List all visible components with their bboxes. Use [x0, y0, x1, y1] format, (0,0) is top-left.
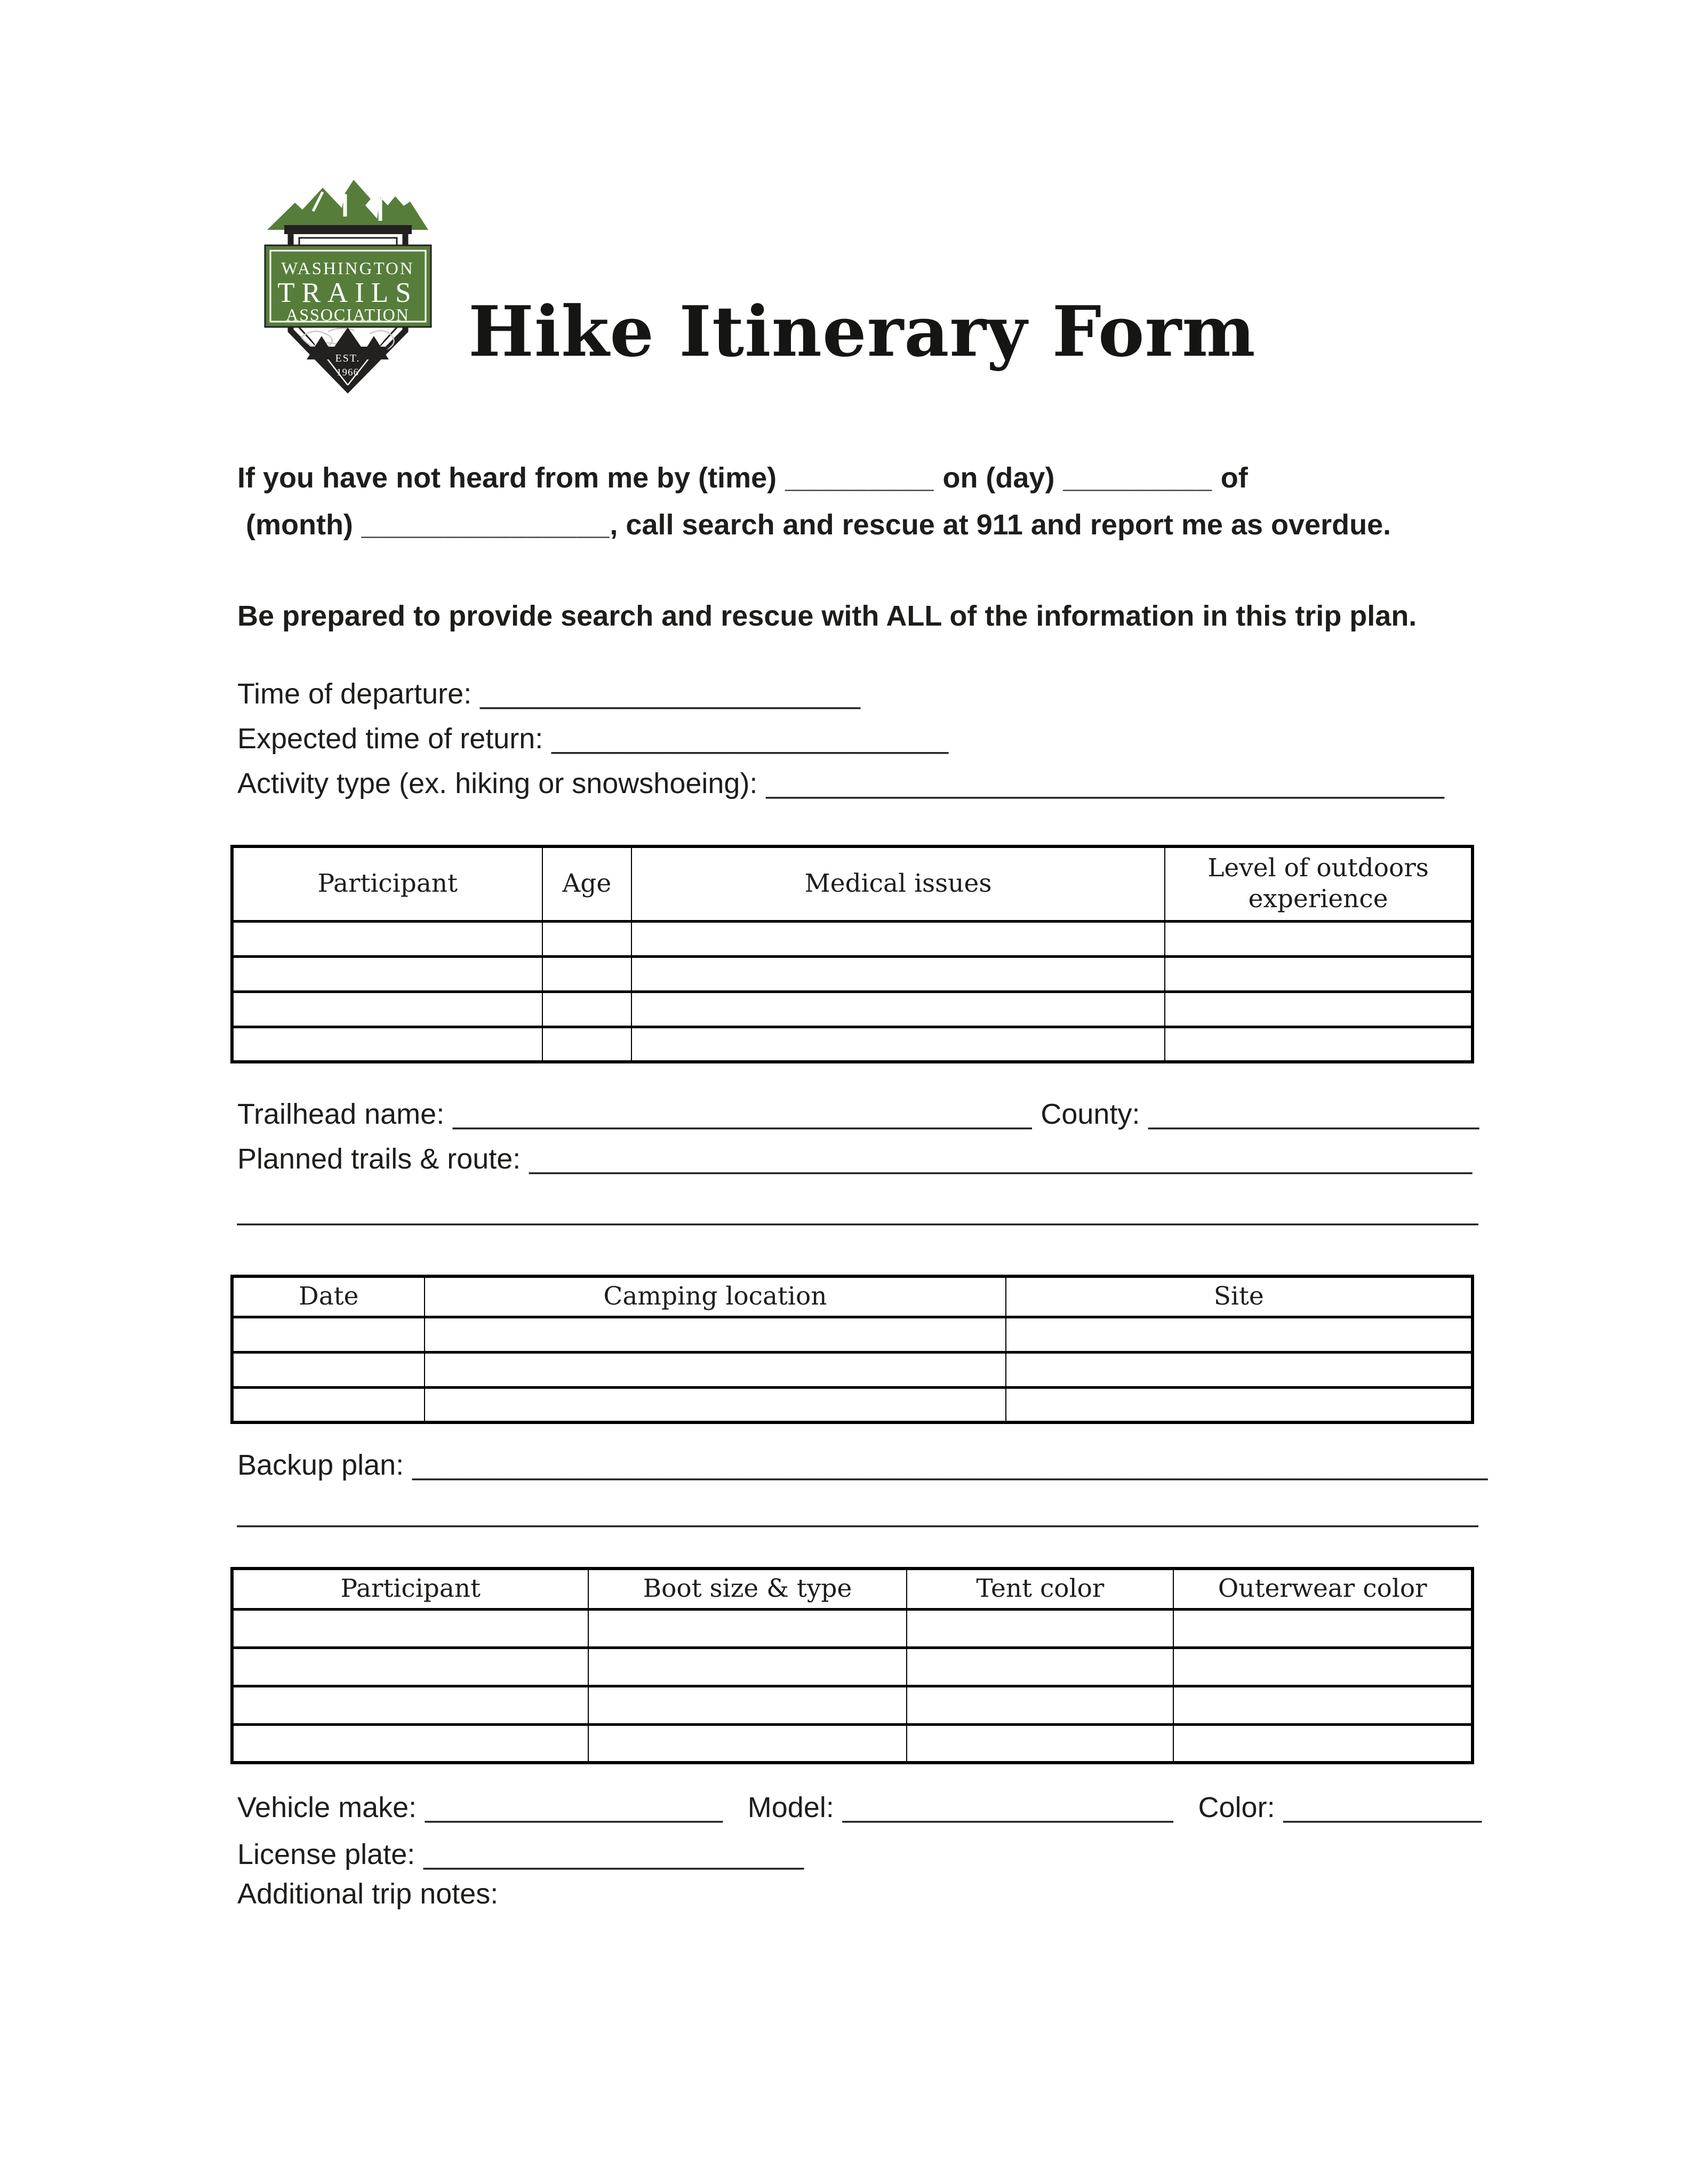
logo-mountains-icon [267, 180, 428, 230]
intro-line1-pre: If you have not heard from me by (time) [237, 462, 777, 494]
camping-col-site: Site [1006, 1276, 1473, 1317]
table-cell[interactable] [907, 1724, 1173, 1763]
gear-col-boot: Boot size & type [588, 1569, 907, 1609]
table-cell[interactable] [1006, 1317, 1473, 1352]
logo-org-line3: ASSOCIATION [286, 305, 410, 324]
table-cell[interactable] [542, 991, 631, 1027]
table-cell[interactable] [1173, 1724, 1473, 1763]
logo-org-name [265, 245, 431, 327]
activity-label: Activity type (ex. hiking or snowshoeing): [237, 767, 758, 799]
logo-est-label: EST. [335, 353, 361, 364]
table-row [232, 921, 1473, 956]
table-row [232, 1686, 1473, 1724]
camping-header-row [232, 1276, 1473, 1317]
participants-table [230, 845, 1474, 1063]
planned-route-label: Planned trails & route: [237, 1143, 521, 1175]
table-cell[interactable] [588, 1647, 907, 1686]
intro-line2-pre: (month) [246, 509, 353, 541]
gear-col-participant: Participant [232, 1569, 588, 1609]
intro-line-1 [237, 454, 1391, 501]
gear-col-tent: Tent color [907, 1569, 1173, 1609]
table-cell[interactable] [907, 1609, 1173, 1647]
table-cell[interactable] [425, 1317, 1006, 1352]
license-field-line [237, 1840, 804, 1869]
table-row [232, 1609, 1473, 1647]
table-row [232, 1027, 1473, 1062]
table-cell[interactable] [631, 956, 1165, 991]
activity-blank[interactable]: _________________________________________ [766, 767, 1445, 799]
table-cell[interactable] [588, 1686, 907, 1724]
day-blank[interactable]: _________ [1063, 462, 1212, 494]
table-cell[interactable] [1173, 1686, 1473, 1724]
table-cell[interactable] [232, 1686, 588, 1724]
logo-org-line1: WASHINGTON [281, 259, 414, 278]
gear-col-outerwear: Outerwear color [1173, 1569, 1473, 1609]
table-cell[interactable] [631, 1027, 1165, 1062]
return-field-line [237, 724, 949, 753]
table-row [232, 1387, 1473, 1422]
logo-year-label: 1966 [337, 367, 359, 378]
license-label: License plate: [237, 1838, 415, 1870]
trailhead-label: Trailhead name: [237, 1098, 445, 1130]
table-row [232, 1352, 1473, 1387]
return-label: Expected time of return: [237, 723, 543, 755]
intro-line-2 [246, 501, 1391, 548]
table-cell[interactable] [232, 1387, 425, 1422]
table-cell[interactable] [232, 956, 542, 991]
trailhead-field-line [237, 1100, 1479, 1129]
table-cell[interactable] [232, 1317, 425, 1352]
gear-table [230, 1567, 1474, 1764]
time-blank[interactable]: _________ [785, 462, 934, 494]
planned-route-blank-2[interactable]: ___________________________________________________________________________ [237, 1194, 1479, 1226]
gear-header-row [232, 1569, 1473, 1609]
table-cell[interactable] [232, 921, 542, 956]
camping-table [230, 1275, 1474, 1424]
vehicle-make-blank[interactable]: __________________ [425, 1791, 723, 1823]
table-row [232, 1724, 1473, 1763]
departure-label: Time of departure: [237, 678, 472, 710]
table-cell[interactable] [232, 1647, 588, 1686]
camping-col-location: Camping location [425, 1276, 1006, 1317]
return-blank[interactable]: ________________________ [551, 723, 949, 755]
table-cell[interactable] [631, 991, 1165, 1027]
model-blank[interactable]: ____________________ [842, 1791, 1174, 1823]
participants-col-medical: Medical issues [631, 846, 1165, 921]
table-cell[interactable] [588, 1724, 907, 1763]
table-cell[interactable] [907, 1647, 1173, 1686]
table-cell[interactable] [1165, 1027, 1473, 1062]
sar-note: Be prepared to provide search and rescue with ALL of the information in this trip plan. [237, 600, 1417, 632]
departure-blank[interactable]: _______________________ [480, 678, 861, 710]
table-cell[interactable] [542, 1027, 631, 1062]
participants-col-experience: Level of outdoors experience [1165, 846, 1473, 921]
planned-route-blank[interactable]: _________________________________________________________ [529, 1143, 1473, 1175]
backup-plan-blank-2[interactable]: ___________________________________________________________________________ [237, 1496, 1479, 1528]
county-blank[interactable]: ____________________ [1148, 1098, 1480, 1130]
table-row [232, 1317, 1473, 1352]
participants-header-row [232, 846, 1473, 921]
vehicle-make-label: Vehicle make: [237, 1791, 417, 1823]
month-blank[interactable]: _______________ [361, 509, 610, 541]
backup-plan-label: Backup plan: [237, 1449, 404, 1481]
color-blank[interactable]: ____________ [1283, 1791, 1482, 1823]
license-blank[interactable]: _______________________ [423, 1838, 804, 1870]
table-cell[interactable] [232, 1609, 588, 1647]
activity-field-line [237, 769, 1445, 798]
logo-org-line2: TRAILS [277, 277, 418, 308]
trailhead-blank[interactable]: ___________________________________ [453, 1098, 1033, 1130]
wta-badge-icon [264, 176, 432, 395]
intro-line2-post: , call search and rescue at 911 and report me as overdue. [610, 509, 1391, 541]
table-cell[interactable] [1006, 1352, 1473, 1387]
backup-plan-field-line [237, 1451, 1488, 1479]
planned-route-field-line [237, 1145, 1473, 1173]
departure-field-line [237, 679, 861, 708]
table-cell[interactable] [1165, 956, 1473, 991]
table-cell[interactable] [631, 921, 1165, 956]
participants-col-age: Age [542, 846, 631, 921]
table-cell[interactable] [542, 921, 631, 956]
table-cell[interactable] [1165, 991, 1473, 1027]
camping-col-date: Date [232, 1276, 425, 1317]
table-cell[interactable] [1173, 1647, 1473, 1686]
table-cell[interactable] [1006, 1387, 1473, 1422]
table-cell[interactable] [1165, 921, 1473, 956]
vehicle-field-line [237, 1793, 1482, 1822]
backup-plan-overflow-line [237, 1498, 1478, 1526]
planned-route-overflow-line [237, 1196, 1478, 1225]
table-cell[interactable] [588, 1609, 907, 1647]
wta-logo [264, 176, 432, 395]
table-cell[interactable] [232, 991, 542, 1027]
intro-paragraph [237, 454, 1391, 548]
county-label: County: [1041, 1098, 1140, 1130]
model-label: Model: [747, 1791, 834, 1823]
table-cell[interactable] [232, 1352, 425, 1387]
table-row [232, 1647, 1473, 1686]
table-cell[interactable] [425, 1387, 1006, 1422]
notes-label: Additional trip notes: [237, 1878, 499, 1910]
table-row [232, 956, 1473, 991]
participants-col-participant: Participant [232, 846, 542, 921]
table-cell[interactable] [232, 1027, 542, 1062]
table-cell[interactable] [1173, 1609, 1473, 1647]
color-label: Color: [1198, 1791, 1275, 1823]
table-cell[interactable] [425, 1352, 1006, 1387]
intro-line1-post: of [1220, 462, 1248, 494]
notes-field-line [237, 1879, 498, 1908]
intro-line1-mid: on (day) [942, 462, 1055, 494]
table-cell[interactable] [232, 1724, 588, 1763]
table-cell[interactable] [907, 1686, 1173, 1724]
page-title: Hike Itinerary Form [468, 291, 1256, 372]
table-row [232, 991, 1473, 1027]
backup-plan-blank[interactable]: _________________________________________________________________ [412, 1449, 1489, 1481]
table-cell[interactable] [542, 956, 631, 991]
